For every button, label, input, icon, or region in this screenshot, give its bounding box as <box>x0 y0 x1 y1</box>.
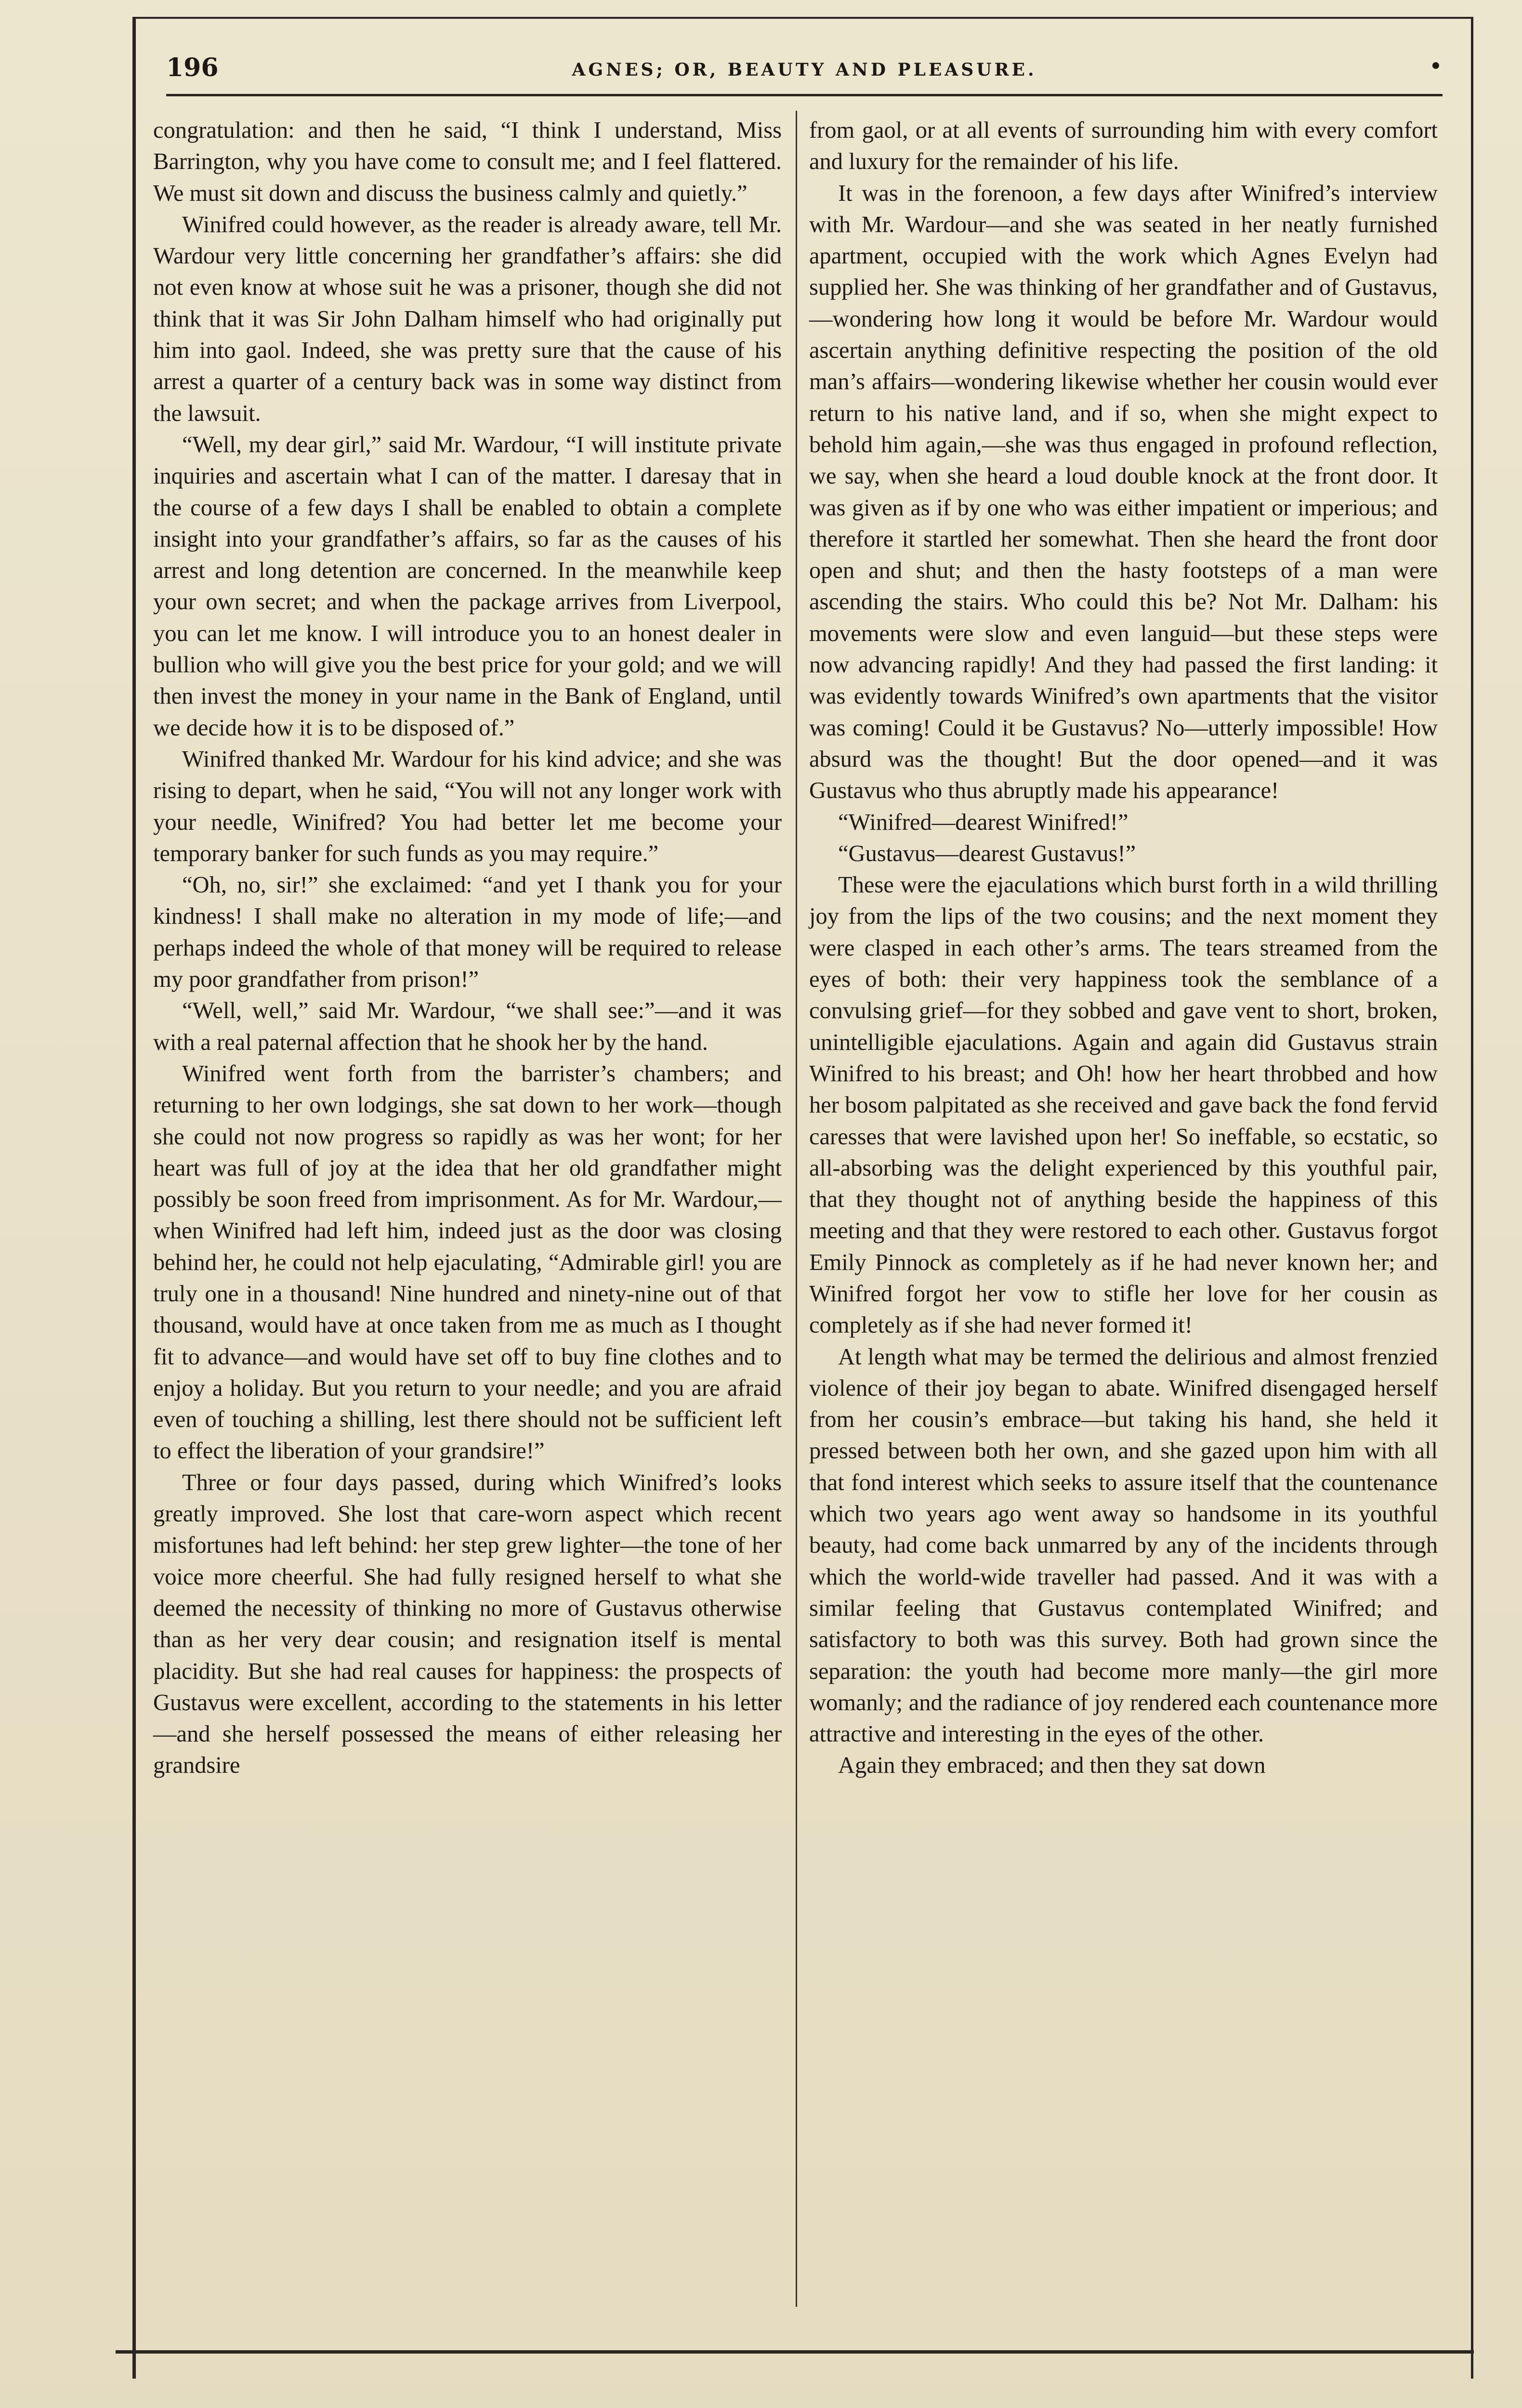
paragraph: Again they embraced; and then they sat down <box>838 1753 1266 1779</box>
paragraph: At length what may be termed the delirious and almost frenzied violence of their joy began to abate. Winifred disengaged herself from her cousin’s embrace—but taking his hand, she held it pressed between both her own, and she gazed upon him with all that fond interest which seeks to assure itself that the countenance which two years ago went away so handsome in its youthful beauty, had come back unmarred by any of the incidents through which the world-wide traveller had passed. And it was with a similar feeling that Gustavus contemplated Winifred; and satisfactory to both was this survey. Both had grown since the separation: the youth had become more manly—the girl more womanly; and the radiance of joy rendered each countenance more attractive and interesting in the eyes of the other. <box>809 1344 1438 1747</box>
page-header <box>166 53 1443 92</box>
paragraph: Winifred thanked Mr. Wardour for his kind advice; and she was rising to depart, when he said, “You will not any longer work with your needle, Winifred? You had better let me become your temporary banker for such funds as you may require.” <box>153 746 782 866</box>
paragraph: congratulation: and then he said, “I think I understand, Miss Barrington, why you have come to consult me; and I feel flattered. We must sit down and discuss the business calmly and quietly.” <box>153 118 782 206</box>
paragraph: Winifred could however, as the reader is already aware, tell Mr. Wardour very little concerning her grandfather’s affairs: she did not even know at whose suit he was a prisoner, though she did not think that it was Sir John Dalham himself who had originally put him into gaol. Indeed, she was pretty sure that the cause of his arrest a quarter of a century back was in some way distinct from the lawsuit. <box>153 211 782 426</box>
paragraph: These were the ejaculations which burst forth in a wild thrilling joy from the lips of the two cousins; and the next moment they were clasped in each other’s arms. The tears streamed from the eyes of both: their very happiness took the semblance of a convulsing grief—for they sobbed and gave vent to short, broken, unintelligible ejaculations. Again and again did Gustavus strain Winifred to his breast; and Oh! how her heart throbbed and how her bosom palpitated as she received and gave back the fond fervid caresses that were lavished upon her! So ineffable, so ecstatic, so all-absorbing was the delight experienced by this youthful pair, that they thought not of anything beside the happiness of this meeting and that they were restored to each other. Gustavus forgot Emily Pinnock as completely as if he had never known her; and Winifred forgot her vow to stifle her love for her cousin as completely as if she had never formed it! <box>809 872 1438 1338</box>
paragraph: Three or four days passed, during which Winifred’s looks greatly improved. She lost that care-worn aspect which recent misfortunes had left behind: her step grew lighter—the tone of her voice more cheerful. She had fully resigned herself to what she deemed the necessity of thinking no more of Gustavus otherwise than as her very dear cousin; and resignation itself is mental placidity. But she had real causes for happiness: the prospects of Gustavus were excellent, according to the statements in his letter—and she herself possessed the means of either releasing her grandsire <box>153 1469 782 1779</box>
header-rule <box>166 94 1443 96</box>
bottom-rule <box>116 2350 1474 2354</box>
paragraph: “Winifred—dearest Winifred!” <box>838 809 1128 835</box>
paragraph: from gaol, or at all events of surrounding him with every comfort and luxury for the remainder of his life. <box>809 118 1438 175</box>
paragraph: “Oh, no, sir!” she exclaimed: “and yet I thank you for your kindness! I shall make no alteration in my mode of life;—and perhaps indeed the whole of that money will be required to release my poor grandfather from prison!” <box>153 872 782 993</box>
header-mark: • <box>1429 53 1443 80</box>
running-head: AGNES; OR, BEAUTY AND PLEASURE. <box>572 60 1037 80</box>
paragraph: “Well, my dear girl,” said Mr. Wardour, “I will institute private inquiries and ascertain what I can of the matter. I daresay that in the course of a few days I shall be enabled to obtain a complete insight into your grandfather’s affairs, so far as the causes of his arrest and long detention are concerned. In the meanwhile keep your own secret; and when the package arrives from Liverpool, you can let me know. I will introduce you to an honest dealer in bullion who will give you the best price for your gold; and we will then invest the money in your name in the Bank of England, until we decide how it is to be disposed of.” <box>153 432 782 741</box>
paragraph: “Well, well,” said Mr. Wardour, “we shall see:”—and it was with a real paternal affection that he shook her by the hand. <box>153 998 782 1055</box>
paragraph: “Gustavus—dearest Gustavus!” <box>838 840 1136 866</box>
left-column <box>153 115 782 1781</box>
column-divider <box>796 111 797 2307</box>
paragraph: It was in the forenoon, a few days after Winifred’s interview with Mr. Wardour—and she was seated in her neatly furnished apartment, occupied with the work which Agnes Evelyn had supplied her. She was thinking of her grandfather and of Gustavus,—wondering how long it would be before Mr. Wardour would ascertain anything definitive respecting the position of the old man’s affairs—wondering likewise whether her cousin would ever return to his native land, and if so, when she might expect to behold him again,—she was thus engaged in profound reflection, we say, when she heard a loud double knock at the front door. It was given as if by one who was either impatient or imperious; and therefore it startled her somewhat. Then she heard the front door open and shut; and then the hasty footsteps of a man were ascending the stairs. Who could this be? Not Mr. Dalham: his movements were slow and even languid—but these steps were now advancing rapidly! And they had passed the first landing: it was evidently towards Winifred’s own apartments that the visitor was coming! Could it be Gustavus? No—utterly impossible! How absurd was the thought! But the door opened—and it was Gustavus who thus abruptly made his appearance! <box>809 180 1438 804</box>
right-column <box>809 115 1438 1781</box>
paragraph: Winifred went forth from the barrister’s chambers; and returning to her own lodgings, she sat down to her work—though she could not now progress so rapidly as was her wont; for her heart was full of joy at the idea that her old grandfather might possibly be soon freed from imprisonment. As for Mr. Wardour,—when Winifred had left him, indeed just as the door was closing behind her, he could not help ejaculating, “Admirable girl! you are truly one in a thousand! Nine hundred and ninety-nine out of that thousand, would have at once taken from me as much as I thought fit to advance—and would have set off to buy fine clothes and to enjoy a holiday. But you return to your needle; and you are afraid even of touching a shilling, lest there should not be sufficient left to effect the liberation of your grandsire!” <box>153 1060 782 1464</box>
page-number: 196 <box>166 53 219 82</box>
